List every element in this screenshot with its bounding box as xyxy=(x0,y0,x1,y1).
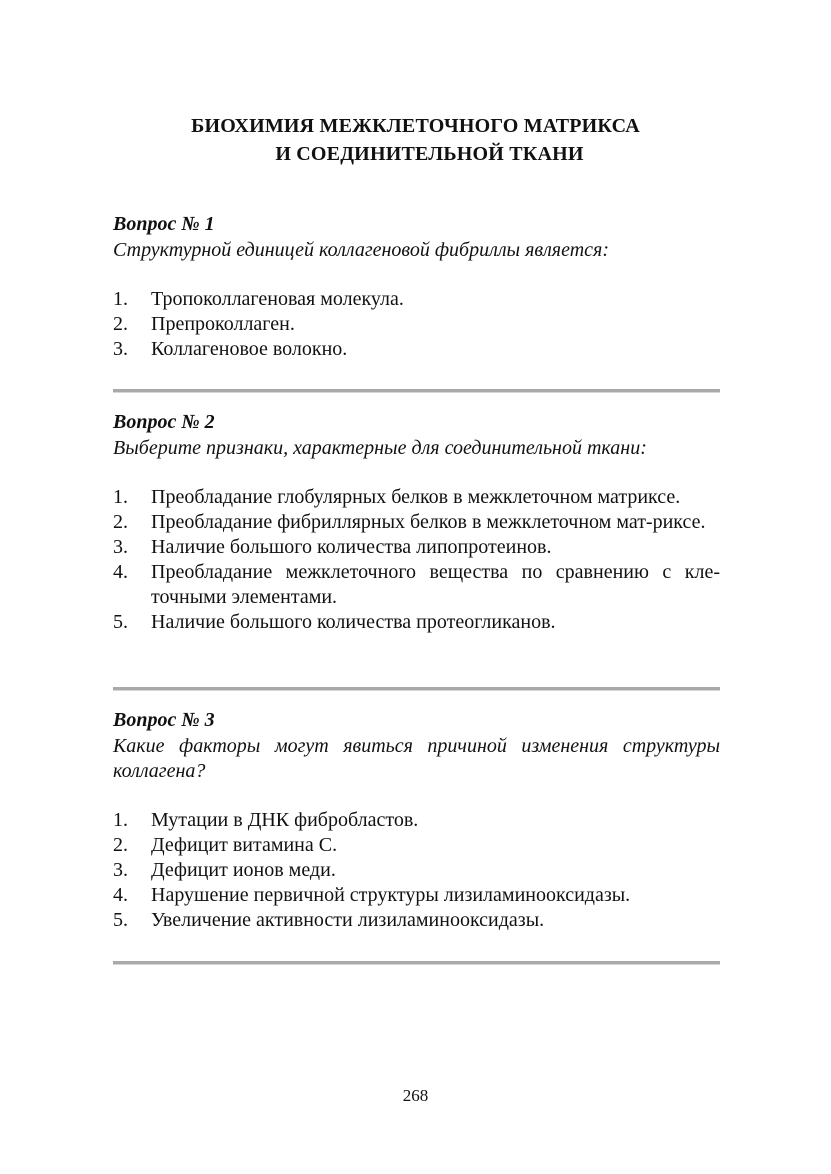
answer-text: Преобладание межклеточного вещества по сравнению с кле-точными элементами. xyxy=(151,561,720,608)
answer-text: Преобладание глобулярных белков в межклеточном матриксе. xyxy=(151,486,681,508)
answer-item xyxy=(113,833,720,858)
answer-list xyxy=(113,485,720,635)
answer-item xyxy=(113,610,720,635)
answer-number: 1. xyxy=(113,809,128,831)
section-divider xyxy=(113,687,720,691)
answer-number: 1. xyxy=(113,486,128,508)
answer-list xyxy=(113,287,720,362)
answer-text: Дефицит витамина С. xyxy=(151,834,338,856)
answer-number: 5. xyxy=(113,611,128,633)
question-text: Выберите признаки, характерные для соединительной ткани: xyxy=(113,437,647,459)
answer-text: Наличие большого количества липопротеинов. xyxy=(151,536,552,558)
answer-number: 5. xyxy=(113,909,128,931)
answer-number: 3. xyxy=(113,859,128,881)
answer-number: 1. xyxy=(113,288,128,310)
answer-item xyxy=(113,485,720,510)
answer-text: Преобладание фибриллярных белков в межклеточном мат-риксе. xyxy=(151,511,706,533)
answer-text: Препроколлаген. xyxy=(151,313,295,335)
answer-number: 2. xyxy=(113,834,128,856)
answer-item xyxy=(113,312,720,337)
answer-item xyxy=(113,287,720,312)
question-heading: Вопрос № 2 xyxy=(113,411,215,433)
answer-item xyxy=(113,560,720,610)
title-line-1: БИОХИМИЯ МЕЖКЛЕТОЧНОГО МАТРИКСА xyxy=(191,115,640,137)
answer-number: 2. xyxy=(113,511,128,533)
page-title xyxy=(0,112,831,168)
answer-text: Коллагеновое волокно. xyxy=(151,338,348,360)
question-2 xyxy=(113,410,720,635)
page-number: 268 xyxy=(402,1086,429,1105)
answer-text: Дефицит ионов меди. xyxy=(151,859,336,881)
answer-item xyxy=(113,808,720,833)
answer-text: Нарушение первичной структуры лизиламинооксидазы. xyxy=(151,884,631,906)
answer-list xyxy=(113,808,720,933)
title-line-2: И СОЕДИНИТЕЛЬНОЙ ТКАНИ xyxy=(275,143,584,165)
section-divider xyxy=(113,961,720,965)
question-text: Какие факторы могут явиться причиной изменения структуры коллагена? xyxy=(113,735,720,782)
answer-item xyxy=(113,858,720,883)
question-heading: Вопрос № 1 xyxy=(113,213,215,235)
answer-number: 2. xyxy=(113,313,128,335)
question-text: Структурной единицей коллагеновой фибриллы является: xyxy=(113,239,609,261)
answer-number: 4. xyxy=(113,884,128,906)
answer-text: Наличие большого количества протеогликанов. xyxy=(151,611,556,633)
section-divider xyxy=(113,389,720,393)
answer-text: Мутации в ДНК фибробластов. xyxy=(151,809,419,831)
answer-number: 3. xyxy=(113,338,128,360)
answer-item xyxy=(113,510,720,535)
question-heading: Вопрос № 3 xyxy=(113,709,215,731)
answer-item xyxy=(113,908,720,933)
answer-text: Увеличение активности лизиламинооксидазы. xyxy=(151,909,545,931)
answer-number: 3. xyxy=(113,536,128,558)
answer-item xyxy=(113,337,720,362)
answer-item xyxy=(113,535,720,560)
question-3 xyxy=(113,708,720,933)
answer-number: 4. xyxy=(113,561,128,583)
answer-item xyxy=(113,883,720,908)
answer-text: Тропоколлагеновая молекула. xyxy=(151,288,404,310)
question-1 xyxy=(113,212,720,362)
